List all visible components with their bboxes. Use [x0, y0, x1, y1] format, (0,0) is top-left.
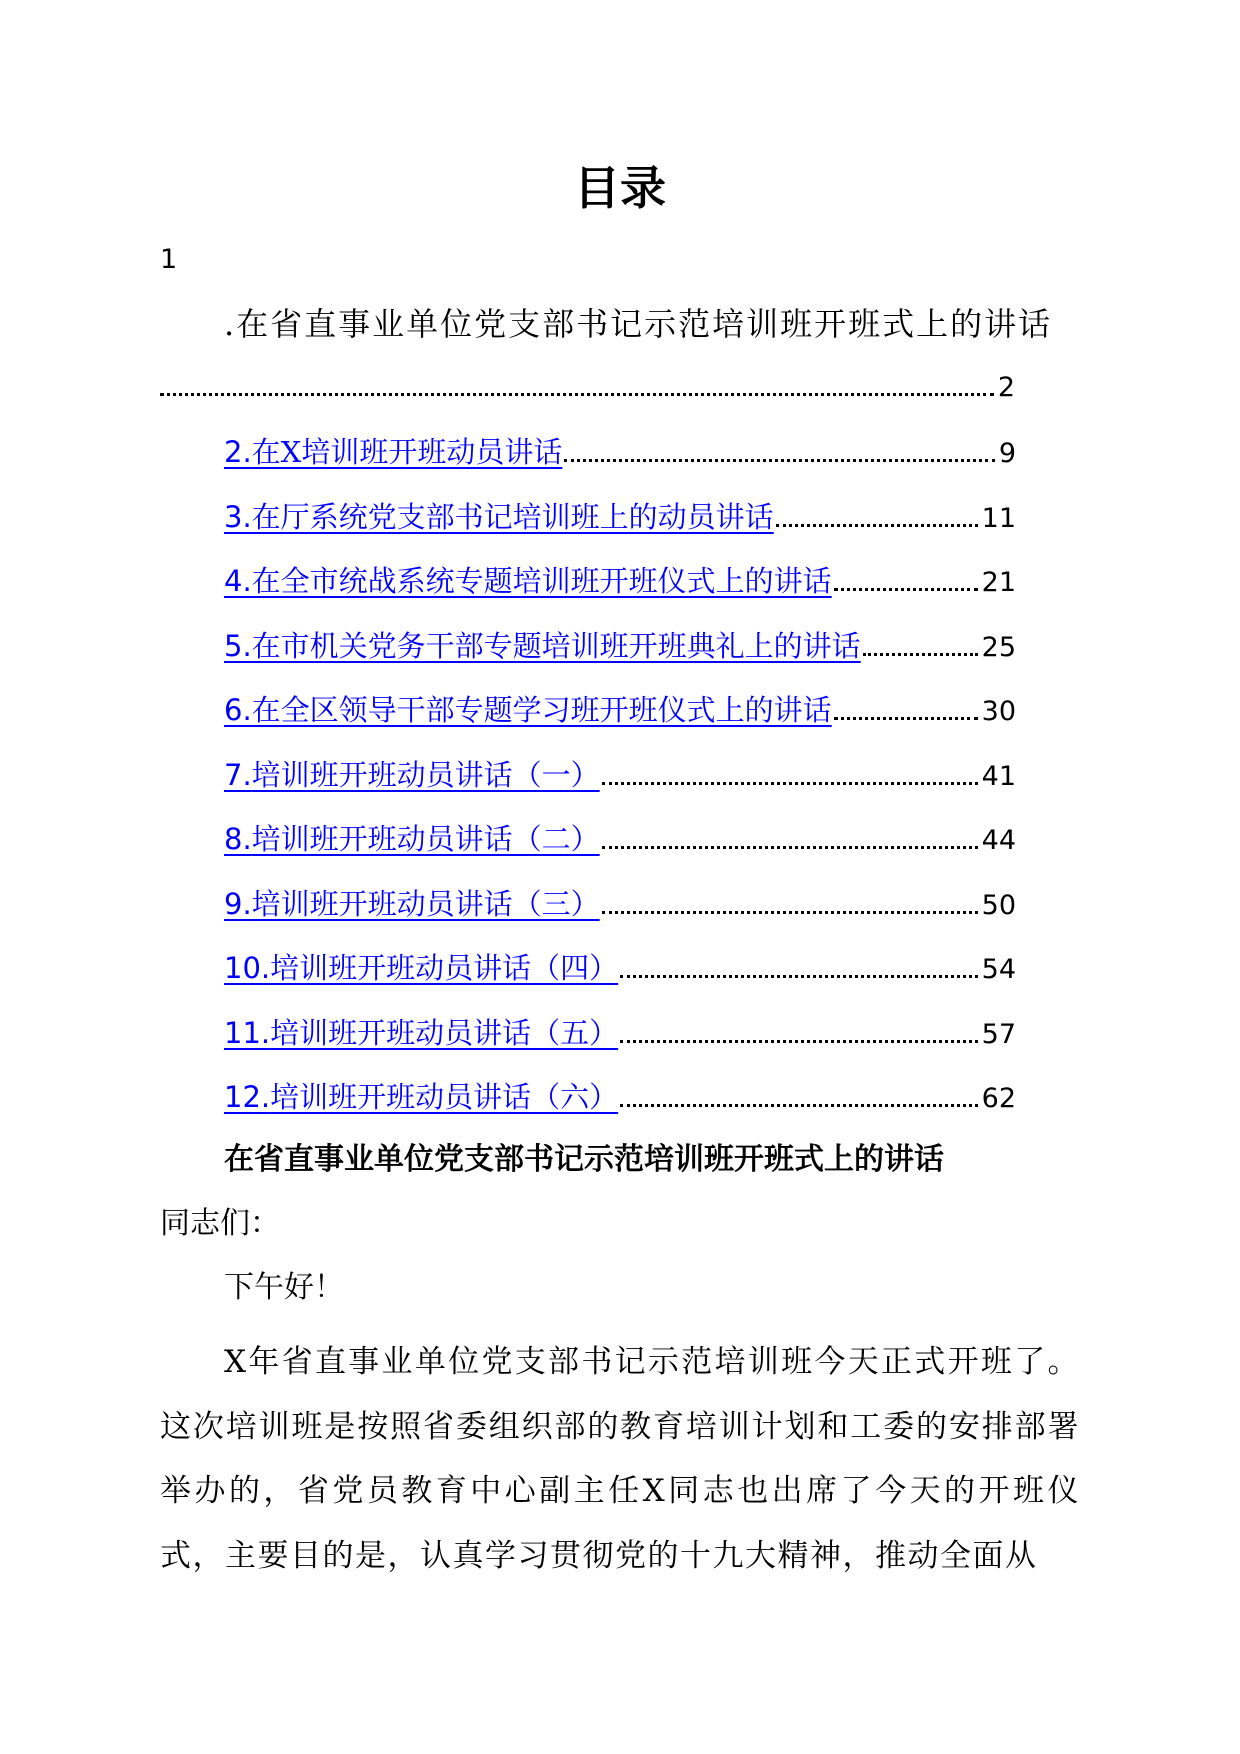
toc-entry-title: 培训班开班动员讲话（一） [251, 757, 600, 792]
toc-entry-link[interactable] [224, 946, 618, 990]
toc-entry-number: 7. [224, 757, 252, 792]
dot-leader [834, 717, 978, 720]
toc-entry-number: 3. [224, 499, 252, 534]
toc-entry[interactable] [224, 559, 1016, 624]
toc-list [224, 430, 1016, 1140]
toc-entry-title: 在全区领导干部专题学习班开班仪式上的讲话 [251, 693, 832, 727]
toc-entry-1-page: 2 [997, 372, 1015, 403]
dot-leader [620, 975, 978, 978]
toc-entry[interactable] [224, 688, 1016, 753]
toc-entry-number: 10. [224, 951, 271, 985]
toc-entry-link[interactable] [224, 559, 832, 603]
toc-entry-page: 62 [981, 1083, 1016, 1114]
dot-leader [602, 911, 978, 914]
dot-leader [863, 653, 978, 656]
toc-entry-page: 41 [981, 760, 1016, 792]
toc-title: 目录 [574, 161, 666, 215]
toc-entry-title: 培训班开班动员讲话（四） [270, 951, 619, 985]
toc-entry[interactable] [224, 1011, 1016, 1076]
toc-entry-link[interactable] [224, 1011, 618, 1055]
body-paragraph: X年省直事业单位党支部书记示范培训班今天正式开班了。这次培训班是按照省委组织部的教育培训计划和工委的安排部署举办的，省党员教育中心副主任X同志也出席了今天的开班仪式，主要目的是，认真学习贯彻党的十九大精神，推动全面从 [160, 1344, 1080, 1574]
toc-entry[interactable] [224, 430, 1016, 495]
toc-entry-title: 培训班开班动员讲话（六） [270, 1080, 619, 1114]
salutation: 同志们： [160, 1206, 280, 1241]
toc-entry-page: 25 [981, 631, 1016, 663]
dot-leader [602, 846, 978, 849]
toc-entry-1-leader-line [160, 368, 1015, 408]
toc-entry-number: 9. [224, 886, 252, 921]
toc-entry[interactable] [224, 946, 1016, 1011]
toc-entry-number: 12. [224, 1080, 271, 1114]
toc-entry-number: 8. [224, 822, 252, 856]
toc-entry-page: 9 [998, 438, 1016, 469]
dot-leader [620, 1040, 978, 1043]
toc-entry-link[interactable] [224, 495, 774, 539]
toc-entry-link[interactable] [224, 430, 562, 474]
toc-entry[interactable] [224, 1075, 1016, 1140]
toc-entry-page: 44 [981, 825, 1016, 856]
toc-entry-title: 在厅系统党支部书记培训班上的动员讲话 [251, 499, 774, 534]
toc-entry-link[interactable] [224, 753, 600, 797]
article-title: 在省直事业单位党支部书记示范培训班开班式上的讲话 [224, 1142, 944, 1177]
toc-entry-1-number: 1 [160, 244, 178, 275]
toc-entry-1-title[interactable]: .在省直事业单位党支部书记示范培训班开班式上的讲话 [224, 305, 1053, 343]
toc-entry-title: 培训班开班动员讲话（三） [251, 886, 600, 921]
dot-leader [602, 782, 978, 785]
toc-entry-page: 50 [981, 889, 1016, 921]
toc-entry-number: 6. [224, 693, 252, 727]
dot-leader [776, 524, 978, 527]
toc-entry[interactable] [224, 753, 1016, 818]
dot-leader [160, 393, 994, 396]
toc-entry-title: 培训班开班动员讲话（五） [270, 1015, 619, 1050]
toc-entry[interactable] [224, 882, 1016, 947]
toc-entry-title: 在市机关党务干部专题培训班开班典礼上的讲话 [251, 628, 861, 663]
toc-entry[interactable] [224, 817, 1016, 882]
toc-entry-link[interactable] [224, 624, 861, 668]
toc-entry-page: 57 [981, 1018, 1016, 1050]
greeting: 下午好！ [224, 1270, 344, 1305]
toc-entry-link[interactable] [224, 817, 600, 861]
toc-entry-link[interactable] [224, 688, 832, 732]
dot-leader [834, 588, 978, 591]
toc-entry-page: 21 [981, 567, 1016, 598]
dot-leader [564, 459, 994, 462]
toc-entry-number: 5. [224, 628, 252, 663]
toc-entry[interactable] [224, 495, 1016, 560]
toc-entry-number: 11. [224, 1015, 271, 1050]
dot-leader [620, 1104, 978, 1107]
toc-entry-title: 在X培训班开班动员讲话 [251, 435, 563, 469]
toc-entry-number: 4. [224, 564, 252, 598]
toc-entry[interactable] [224, 624, 1016, 689]
toc-entry-link[interactable] [224, 1075, 618, 1119]
toc-entry-link[interactable] [224, 882, 600, 926]
toc-entry-page: 11 [981, 502, 1016, 534]
toc-entry-page: 54 [981, 954, 1016, 985]
toc-entry-title: 培训班开班动员讲话（二） [251, 822, 600, 856]
toc-entry-page: 30 [981, 696, 1016, 727]
toc-entry-number: 2. [224, 435, 252, 469]
toc-entry-title: 在全市统战系统专题培训班开班仪式上的讲话 [251, 564, 832, 598]
